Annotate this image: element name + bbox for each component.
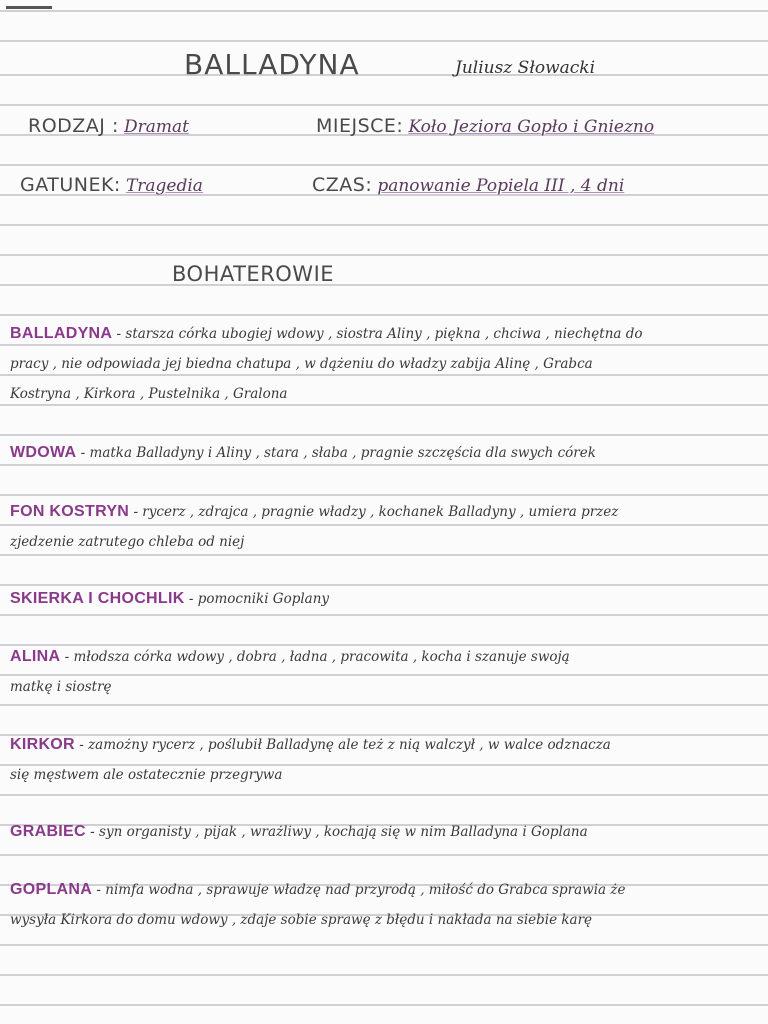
character-skierka-chochlik [10, 583, 762, 613]
character-wdowa [10, 437, 762, 467]
character-desc-line: - rycerz , zdrajca , pragnie władzy , kochanek Balladyny , umiera przez [129, 504, 619, 520]
czas-row [312, 174, 624, 196]
character-desc-line: zjedzenie zatrutego chleba od niej [10, 534, 245, 550]
gatunek-label: GATUNEK: [20, 174, 121, 196]
character-kirkor [10, 729, 762, 789]
character-goplana [10, 874, 762, 934]
czas-label: CZAS: [312, 174, 373, 196]
character-desc-line: - syn organisty , pijak , wrażliwy , kochają się w nim Balladyna i Goplana [85, 824, 588, 840]
character-name: ALINA [10, 648, 61, 665]
miejsce-value: Koło Jeziora Gopło i Gniezno [408, 117, 655, 137]
character-desc-line: - starsza córka ubogiej wdowy , siostra Aliny , piękna , chciwa , niechętna do [112, 326, 643, 342]
gatunek-row [20, 174, 203, 196]
character-name: FON KOSTRYN [10, 503, 130, 520]
character-desc-line: matkę i siostrę [10, 679, 112, 695]
character-balladyna [10, 318, 762, 408]
gatunek-value: Tragedia [125, 176, 203, 196]
character-name: GRABIEC [10, 823, 86, 840]
miejsce-row [316, 115, 654, 137]
character-name: KIRKOR [10, 736, 75, 753]
character-desc-line: - młodsza córka wdowy , dobra , ładna , pracowita , kocha i szanuje swoją [60, 649, 570, 665]
character-name: SKIERKA I CHOCHLIK [10, 590, 185, 607]
character-name: BALLADYNA [10, 325, 113, 342]
character-grabiec [10, 816, 762, 846]
page-title: BALLADYNA [184, 48, 360, 81]
character-name: WDOWA [10, 444, 77, 461]
rodzaj-value: Dramat [123, 117, 189, 137]
section-title: BOHATEROWIE [172, 262, 335, 286]
character-desc-line: - matka Balladyny i Aliny , stara , słaba , pragnie szczęścia dla swych córek [76, 445, 596, 461]
character-desc-line: Kostryna , Kirkora , Pustelnika , Gralona [10, 386, 288, 402]
character-desc-line: wysyła Kirkora do domu wdowy , zdaje sobie sprawę z błędu i nakłada na siebie karę [10, 912, 593, 928]
character-desc-line: pracy , nie odpowiada jej biedna chatupa , w dążeniu do władzy zabija Alinę , Grabca [10, 356, 593, 372]
rodzaj-row [28, 115, 189, 137]
czas-value: panowanie Popiela III , 4 dni [377, 176, 625, 196]
author-name: Juliusz Słowacki [455, 58, 596, 78]
character-name: GOPLANA [10, 881, 93, 898]
character-desc-line: się męstwem ale ostatecznie przegrywa [10, 767, 283, 783]
character-desc-line: - zamożny rycerz , poślubił Balladynę ale też z nią walczył , w walce odznacza [74, 737, 611, 753]
rodzaj-label: RODZAJ : [28, 115, 119, 137]
character-fon-kostryn [10, 496, 762, 556]
miejsce-label: MIEJSCE: [316, 115, 404, 137]
character-alina [10, 641, 762, 701]
character-desc-line: - pomocniki Goplany [184, 591, 330, 607]
corner-mark [6, 6, 52, 9]
character-desc-line: - nimfa wodna , sprawuje władzę nad przyrodą , miłość do Grabca sprawia że [92, 882, 626, 898]
